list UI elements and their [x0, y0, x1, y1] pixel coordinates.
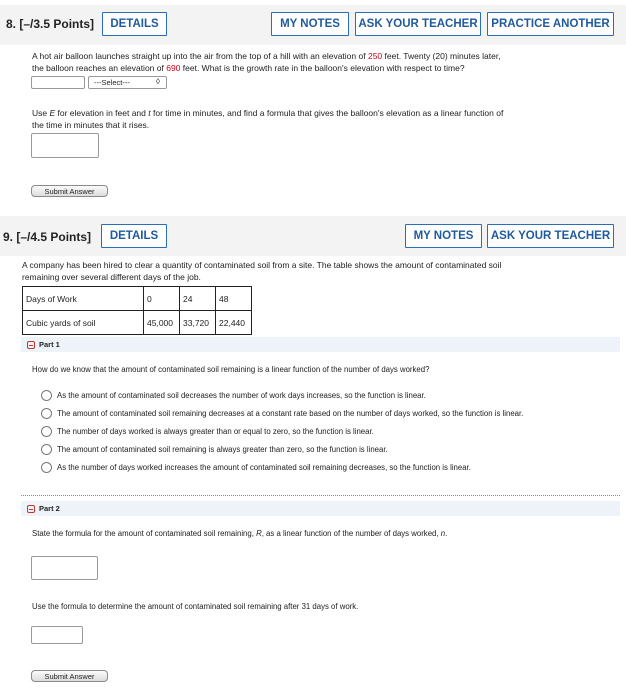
q8-question-line1: A hot air balloon launches straight up into the air from the top of a hill with an elevation of 250 feet. Twenty (20) minutes later,: [32, 51, 501, 61]
q8-ask-teacher-button[interactable]: ASK YOUR TEACHER: [355, 12, 481, 36]
table-row: [23, 311, 252, 335]
q9-details-button[interactable]: DETAILS: [101, 224, 167, 248]
q9-intro-line1: A company has been hired to clear a quantity of contaminated soil from a site. The table shows the amount of contaminated soil: [22, 260, 502, 270]
part2-question2: Use the formula to determine the amount of contaminated soil remaining after 31 days of work.: [32, 602, 359, 611]
soil-data-table: [22, 286, 252, 335]
table-header-cell: Cubic yards of soil: [23, 311, 144, 335]
part-divider: [21, 495, 620, 496]
q8-my-notes-button[interactable]: MY NOTES: [271, 12, 349, 36]
q8-units-select[interactable]: ---Select--- ◊: [88, 76, 167, 89]
select-chevron-icon: ◊: [156, 77, 160, 86]
part1-option-label[interactable]: The amount of contaminated soil remaining decreases at a constant rate based on the number of days worked, so the function is linear.: [57, 409, 524, 418]
q9-ask-teacher-button[interactable]: ASK YOUR TEACHER: [487, 224, 614, 248]
part1-option-radio[interactable]: [41, 390, 52, 401]
table-header-cell: Days of Work: [23, 287, 144, 311]
part2-formula-input[interactable]: [31, 556, 98, 580]
part1-option-radio[interactable]: [41, 444, 52, 455]
q8-details-button[interactable]: DETAILS: [102, 12, 167, 36]
part1-option-label[interactable]: As the number of days worked increases the amount of contaminated soil remaining decreases, so the function is linear.: [57, 463, 471, 472]
table-row: [23, 287, 252, 311]
q8-practice-another-button[interactable]: PRACTICE ANOTHER: [487, 12, 614, 36]
part1-question: How do we know that the amount of contaminated soil remaining is a linear function of the number of days worked?: [32, 365, 430, 374]
part1-option-radio[interactable]: [41, 462, 52, 473]
part1-header[interactable]: Part 1: [21, 337, 620, 352]
table-cell: 22,440: [216, 311, 252, 335]
q9-intro-line2: remaining over several different days of the job.: [22, 272, 201, 282]
part1-option-radio[interactable]: [41, 408, 52, 419]
table-cell: 45,000: [144, 311, 180, 335]
q8-question-line2: the balloon reaches an elevation of 690 feet. What is the growth rate in the balloon's elevation with respect to time?: [32, 63, 465, 73]
q9-title: 9. [–/4.5 Points]: [3, 230, 92, 244]
part1-option-label[interactable]: The amount of contaminated soil remaining is always greater than zero, so the function is linear.: [57, 445, 388, 454]
elevation-start: 250: [367, 51, 383, 61]
q9-my-notes-button[interactable]: MY NOTES: [405, 224, 482, 248]
collapse-minus-icon[interactable]: [27, 341, 35, 349]
elevation-end: 690: [166, 63, 181, 73]
q8-submit-answer-button[interactable]: Submit Answer: [31, 185, 108, 197]
table-cell: 24: [180, 287, 216, 311]
collapse-minus-icon[interactable]: [27, 505, 35, 513]
table-cell: 48: [216, 287, 252, 311]
q8-growth-rate-input[interactable]: [31, 76, 85, 89]
part1-option-radio[interactable]: [41, 426, 52, 437]
q8-instruction-line2: the time in minutes that it rises.: [32, 120, 150, 130]
part2-header[interactable]: Part 2: [21, 501, 620, 516]
table-cell: 33,720: [180, 311, 216, 335]
q8-formula-input[interactable]: [31, 133, 99, 158]
table-cell: 0: [144, 287, 180, 311]
q9-submit-answer-button[interactable]: Submit Answer: [31, 670, 108, 682]
q8-instruction-line1: Use E for elevation in feet and t for time in minutes, and find a formula that gives the balloon's elevation as a linear function of: [32, 108, 504, 118]
part1-option-label[interactable]: The number of days worked is always greater than or equal to zero, so the function is linear.: [57, 427, 374, 436]
part2-question: State the formula for the amount of contaminated soil remaining, R, as a linear function of the number of days worked, n.: [32, 529, 448, 538]
part2-amount-input[interactable]: [31, 626, 83, 644]
q8-title: 8. [–/3.5 Points]: [6, 17, 95, 31]
part1-option-label[interactable]: As the amount of contaminated soil decreases the number of work days increases, so the function is linear.: [57, 391, 426, 400]
